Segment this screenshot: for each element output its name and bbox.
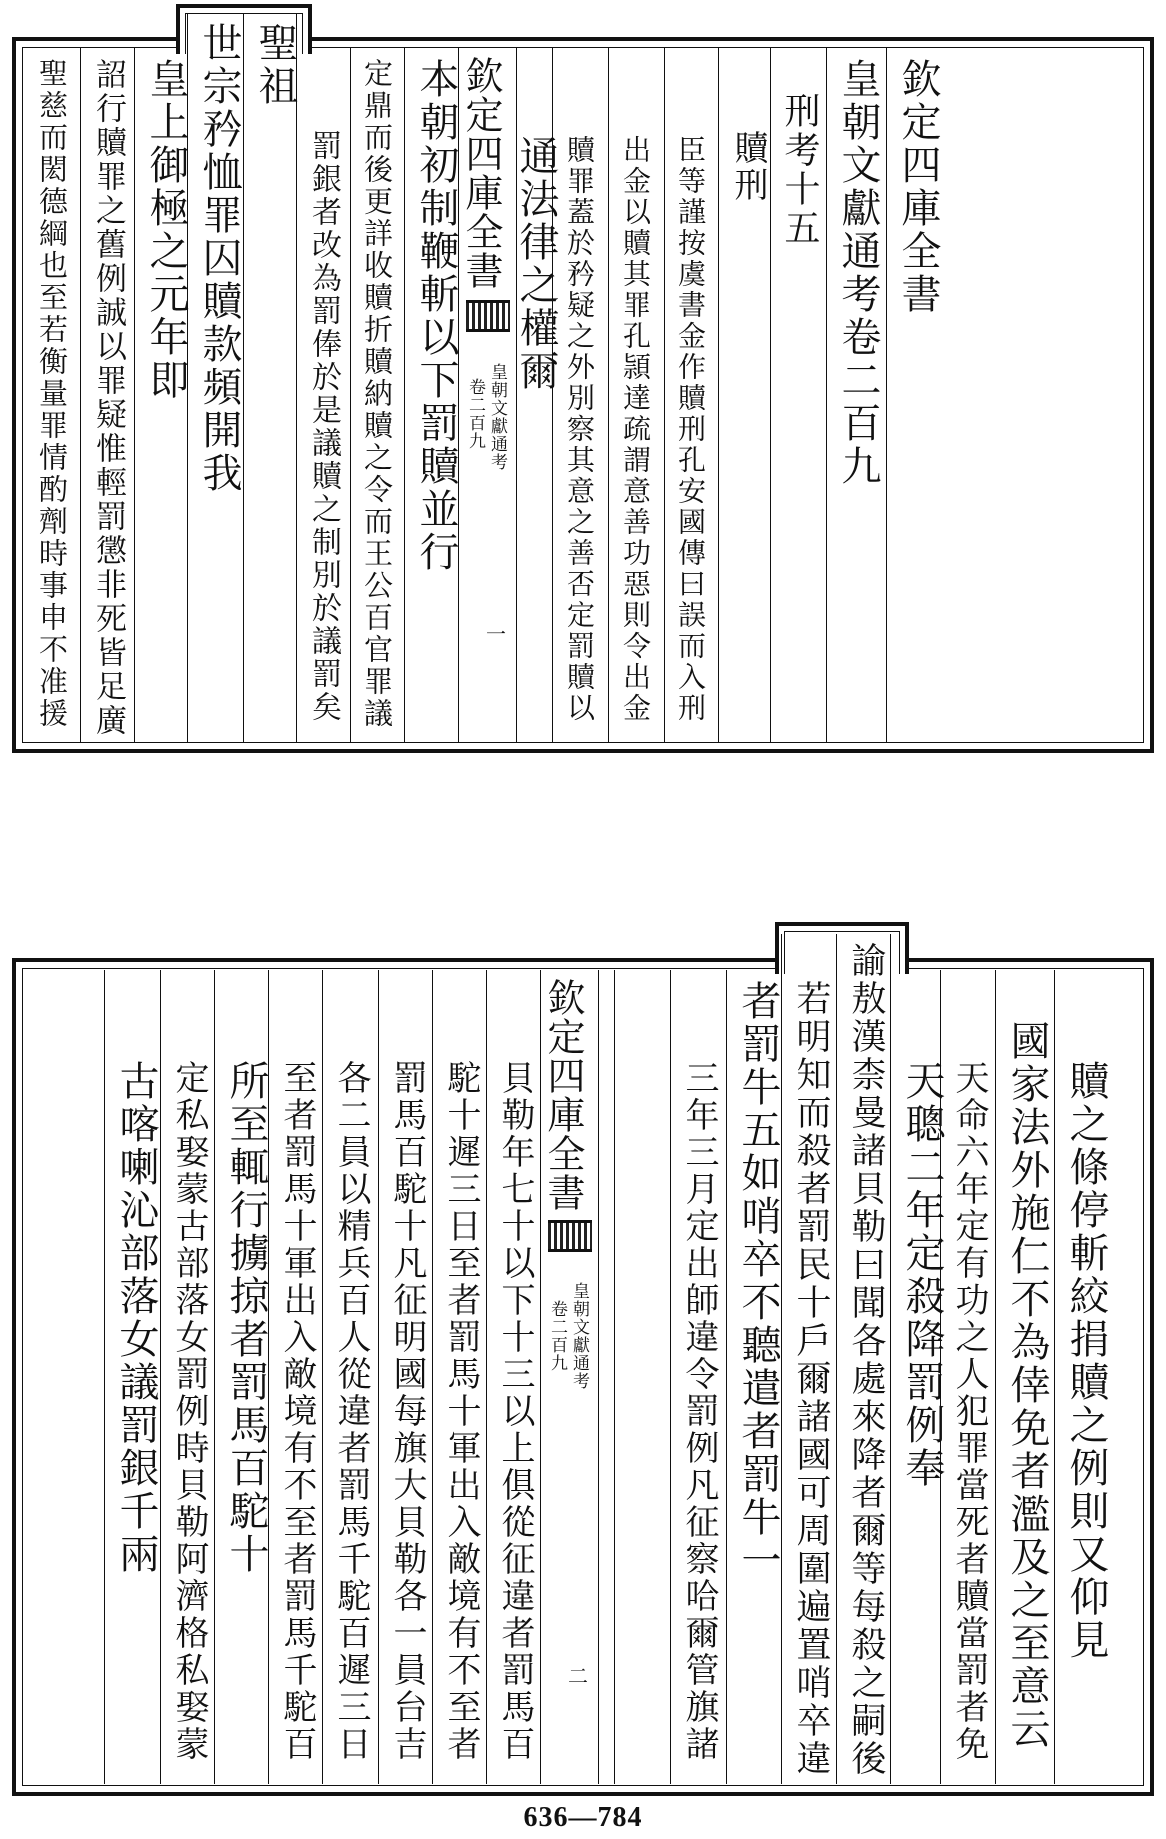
page-footer-number: 636—784 — [523, 1802, 643, 1833]
text-column: 至者罰馬十軍出入敵境有不至者罰馬千駝百 — [277, 1060, 317, 1763]
fish-tail-ornament — [548, 1220, 592, 1252]
text-column: 駝十遲三日至者罰馬十軍出入敵境有不至者 — [441, 1060, 481, 1763]
center-page-number: 一 — [486, 622, 506, 646]
text-column: 贖之條停斬絞捐贖之例則又仰見 — [1063, 1060, 1109, 1662]
center-title: 欽定四庫全書 — [541, 978, 585, 1212]
text-column: 聖慈而閎德綱也至若衡量罪情酌劑時事申不准援 — [35, 58, 69, 730]
center-book-title: 皇朝文獻通考 — [487, 363, 507, 471]
text-column: 出金以贖其罪孔頴達疏謂意善功惡則令出金 — [619, 135, 652, 724]
text-column: 皇朝文獻通考卷二百九 — [835, 58, 881, 488]
text-column: 各二員以精兵百人從違者罰馬千駝百遲三日 — [331, 1060, 371, 1763]
text-column: 詔行贖罪之舊例誠以罪疑惟輕罰懲非死皆足廣 — [90, 58, 126, 738]
text-column: 古喀喇沁部落女議罰銀千兩 — [113, 1060, 159, 1576]
text-column: 定鼎而後更詳收贖折贖納贖之令而王公百官罪議 — [360, 58, 394, 730]
text-column: 皇上御極之元年即 — [143, 58, 189, 402]
bottom-page-tab — [775, 922, 909, 974]
center-title: 欽定四庫全書 — [459, 56, 503, 290]
center-volume: 卷二百九 — [547, 1300, 567, 1372]
text-column: 臣等謹按虞書金作贖刑孔安國傳曰誤而入刑 — [674, 135, 707, 724]
text-column: 所至輒行擄掠者罰馬百駝十 — [223, 1060, 269, 1576]
text-column: 天命六年定有功之人犯罪當死者贖當罰者免 — [949, 1060, 989, 1763]
text-column: 諭敖漢柰曼諸貝勒曰聞各處來降者爾等每殺之嗣後 — [846, 942, 886, 1778]
text-column: 通法律之權爾 — [513, 135, 559, 393]
fish-tail-ornament — [466, 300, 510, 332]
text-column: 定私娶蒙古部落女罰例時貝勒阿濟格私娶蒙 — [169, 1060, 209, 1763]
center-strip — [540, 970, 600, 1784]
text-column: 罰馬百駝十凡征明國每旗大貝勒各一員台吉 — [387, 1060, 427, 1763]
text-column: 刑考十五 — [779, 92, 820, 248]
text-column: 國家法外施仁不為倖免者濫及之至意云 — [1004, 1020, 1050, 1751]
text-column: 本朝初制鞭斬以下罰贖並行 — [413, 58, 459, 574]
text-column: 聖祖 — [252, 22, 298, 108]
center-page-number: 二 — [568, 1664, 588, 1688]
text-column: 貝勒年七十以下十三以上俱從征違者罰馬百 — [495, 1060, 535, 1763]
text-column: 罰銀者改為罰俸於是議贖之制別於議罰矣 — [306, 130, 341, 724]
center-book-title: 皇朝文獻通考 — [569, 1282, 589, 1390]
center-strip — [458, 48, 518, 743]
text-column: 世宗矜恤罪囚贖款頻開我 — [196, 22, 242, 495]
text-column: 贖罪蓋於矜疑之外別察其意之善否定罰贖以 — [563, 135, 596, 724]
center-volume: 卷二百九 — [465, 378, 485, 450]
text-column: 贖刑 — [728, 130, 768, 204]
text-column: 若明知而殺者罰民十戶爾諸國可周圍遍置哨卒違 — [791, 980, 831, 1778]
text-column: 欽定四庫全書 — [895, 58, 941, 316]
text-column: 者罰牛五如哨卒不聽遣者罰牛一 — [735, 980, 781, 1582]
text-column: 三年三月定出師違令罰例凡征察哈爾管旗諸 — [679, 1060, 719, 1763]
text-column: 天聰二年定殺降罰例奉 — [899, 1060, 945, 1490]
